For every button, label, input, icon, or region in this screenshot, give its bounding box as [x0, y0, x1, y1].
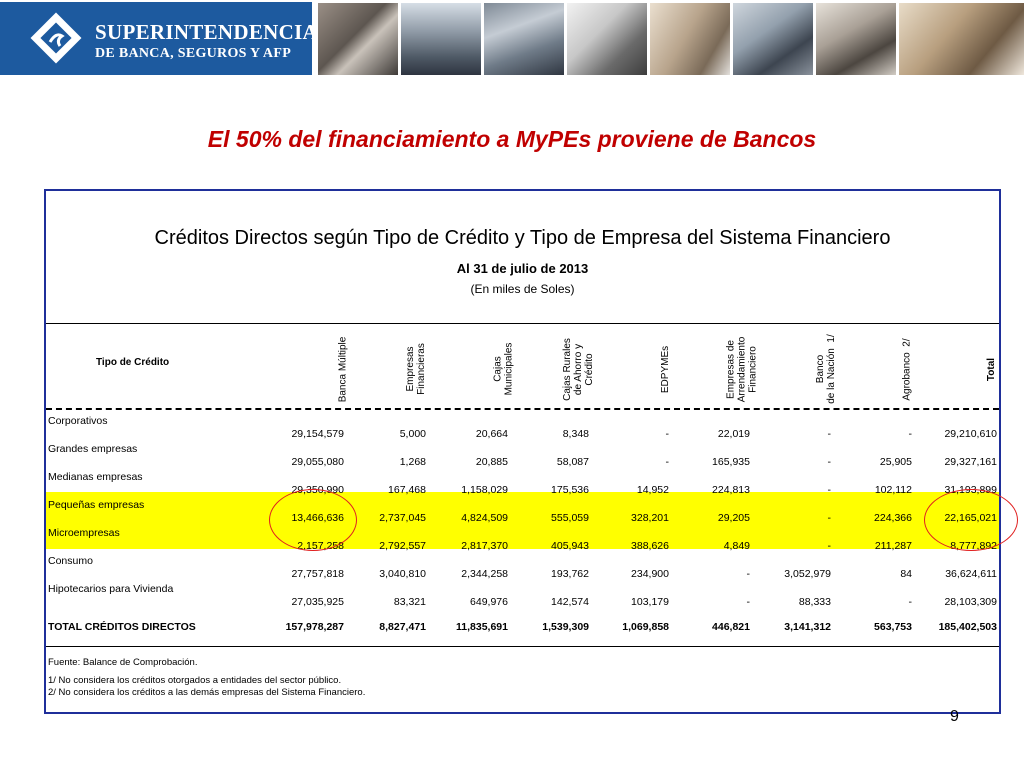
row-header: Tipo de Crédito — [96, 357, 170, 368]
table-cell: - — [827, 484, 831, 496]
table-cell: 13,466,636 — [291, 512, 344, 524]
table-cell: 649,976 — [470, 596, 508, 608]
table-cell: 2,817,370 — [461, 540, 508, 552]
total-cell: 185,402,503 — [938, 621, 997, 633]
credits-table — [44, 189, 1001, 714]
table-cell: 224,813 — [712, 484, 750, 496]
mype-highlight — [46, 492, 999, 549]
column-header — [463, 329, 543, 409]
banner-photo-building — [401, 3, 481, 75]
logo-subtitle: DE BANCA, SEGUROS Y AFP — [95, 46, 292, 61]
table-cell: - — [665, 456, 669, 468]
table-cell: 1,158,029 — [461, 484, 508, 496]
table-cell: 27,757,818 — [291, 568, 344, 580]
row-label: Pequeñas empresas — [48, 499, 145, 511]
table-cell: 193,762 — [551, 568, 589, 580]
table-cell: 20,885 — [475, 456, 508, 468]
table-cell: - — [908, 596, 912, 608]
table-cell: 2,737,045 — [379, 512, 426, 524]
table-cell: 83,321 — [393, 596, 426, 608]
total-label: TOTAL CRÉDITOS DIRECTOS — [48, 621, 196, 633]
banner-photo-card-terminal — [733, 3, 813, 75]
row-label: Grandes empresas — [48, 443, 138, 455]
column-header-label: Cajas Rurales de Ahorro y Crédito — [561, 337, 595, 401]
table-cell: 25,905 — [879, 456, 912, 468]
table-title: Créditos Directos según Tipo de Crédito y Tipo de Empresa del Sistema Financiero — [154, 227, 891, 249]
table-cell: 555,059 — [551, 512, 589, 524]
table-cell: 3,052,979 — [784, 568, 831, 580]
logo-title: SUPERINTENDENCIA — [95, 20, 319, 44]
slide-title: El 50% del financiamiento a MyPEs proviene de Bancos — [207, 126, 817, 152]
table-cell: 102,112 — [874, 484, 912, 496]
row-label: Consumo — [48, 555, 93, 567]
banner-photo-keyboard — [484, 3, 564, 75]
table-cell: 29,210,610 — [944, 428, 997, 440]
header-bottom-rule — [46, 408, 999, 410]
row-label: Medianas empresas — [48, 471, 143, 483]
table-unit: (En miles de Soles) — [470, 282, 575, 296]
table-cell: 142,574 — [551, 596, 589, 608]
row-label: Corporativos — [48, 415, 108, 427]
table-cell: 29,327,161 — [944, 456, 997, 468]
table-cell: 328,201 — [631, 512, 669, 524]
total-cell: 11,835,691 — [456, 621, 508, 633]
table-cell: 36,624,611 — [945, 568, 997, 580]
table-cell: - — [746, 596, 750, 608]
sbs-logo — [0, 2, 319, 75]
total-cell: 157,978,287 — [285, 621, 344, 633]
table-cell: 8,348 — [562, 428, 589, 440]
table-cell: 405,943 — [551, 540, 589, 552]
table-cell: 58,087 — [556, 456, 589, 468]
table-cell: - — [827, 456, 831, 468]
column-header — [786, 329, 866, 409]
column-header — [376, 329, 456, 409]
table-cell: 8,777,892 — [950, 540, 997, 552]
table-cell: 103,179 — [631, 596, 669, 608]
total-cell: 1,069,858 — [622, 621, 669, 633]
table-cell: 88,333 — [798, 596, 831, 608]
table-cell: - — [827, 540, 831, 552]
note-source: Fuente: Balance de Comprobación. — [48, 657, 198, 668]
table-cell: 84 — [900, 568, 912, 580]
table-cell: 224,366 — [874, 512, 912, 524]
total-cell: 8,827,471 — [379, 621, 426, 633]
column-header-label: Total — [986, 357, 998, 381]
table-cell: 175,536 — [551, 484, 589, 496]
column-header-label: Empresas de Arrendamiento Financiero — [725, 336, 759, 402]
table-cell: 5,000 — [399, 428, 426, 440]
table-date: Al 31 de julio de 2013 — [456, 261, 589, 276]
table-cell: 22,165,021 — [944, 512, 997, 524]
table-cell: 20,664 — [475, 428, 508, 440]
table-cell: 2,344,258 — [461, 568, 508, 580]
table-cell: 4,849 — [723, 540, 750, 552]
table-cell: 2,792,557 — [379, 540, 426, 552]
table-cell: 4,824,509 — [461, 512, 508, 524]
column-header-label: EDPYMEs — [660, 345, 672, 393]
table-cell: 28,103,309 — [944, 596, 997, 608]
column-header-label: Banca Múltiple — [337, 336, 349, 402]
table-cell: - — [908, 428, 912, 440]
row-label: Hipotecarios para Vivienda — [48, 583, 174, 595]
circle-total — [924, 489, 1018, 551]
note-2: 2/ No considera los créditos a las demás empresas del Sistema Financiero. — [48, 687, 366, 698]
banner-photo-signing — [899, 3, 1024, 75]
table-cell: - — [827, 512, 831, 524]
table-cell: 27,035,925 — [291, 596, 344, 608]
table-cell: 22,019 — [717, 428, 750, 440]
column-header-label: Empresas Financieras — [404, 343, 427, 395]
total-cell: 563,753 — [874, 621, 912, 633]
column-header — [626, 329, 706, 409]
table-cell: 29,205 — [717, 512, 750, 524]
table-cell: - — [746, 568, 750, 580]
column-header — [303, 329, 383, 409]
table-cell: 3,040,810 — [379, 568, 426, 580]
banner-photo-handshake — [816, 3, 896, 75]
row-label: Microempresas — [48, 527, 120, 539]
header-banner — [0, 0, 1024, 78]
table-cell: 165,935 — [712, 456, 750, 468]
total-cell: 1,539,309 — [542, 621, 589, 633]
table-cell: 14,952 — [636, 484, 669, 496]
column-header-label: Agrobanco 2/ — [901, 337, 913, 401]
page-number: 9 — [950, 708, 959, 725]
column-header-label: Cajas Municipales — [492, 342, 514, 396]
total-cell: 446,821 — [712, 621, 750, 633]
column-header-label: Banco de la Nación 1/ — [815, 334, 837, 404]
table-cell: 211,287 — [874, 540, 912, 552]
header-top-rule — [46, 323, 999, 324]
note-1: 1/ No considera los créditos otorgados a entidades del sector público. — [48, 675, 342, 686]
banner-photo-cards — [318, 3, 398, 75]
column-header — [867, 329, 947, 409]
circle-banca-multiple — [269, 489, 357, 551]
footer-rule — [46, 646, 999, 647]
total-cell: 3,141,312 — [784, 621, 831, 633]
logo-diamond-icon — [30, 12, 82, 64]
column-header — [702, 329, 782, 409]
table-cell: - — [827, 428, 831, 440]
table-cell: 2,157,258 — [297, 540, 344, 552]
table-cell: 234,900 — [631, 568, 669, 580]
table-cell: - — [665, 428, 669, 440]
table-cell: 388,626 — [631, 540, 669, 552]
table-cell: 31,193,899 — [944, 484, 997, 496]
banner-photo-money — [650, 3, 730, 75]
banner-photo-businessman — [567, 3, 647, 75]
table-cell: 29,350,990 — [291, 484, 344, 496]
table-cell: 29,154,579 — [291, 428, 344, 440]
table-cell: 1,268 — [399, 456, 426, 468]
table-cell: 29,055,080 — [291, 456, 344, 468]
column-header — [538, 329, 618, 409]
table-cell: 167,468 — [388, 484, 426, 496]
column-header — [952, 329, 1024, 409]
